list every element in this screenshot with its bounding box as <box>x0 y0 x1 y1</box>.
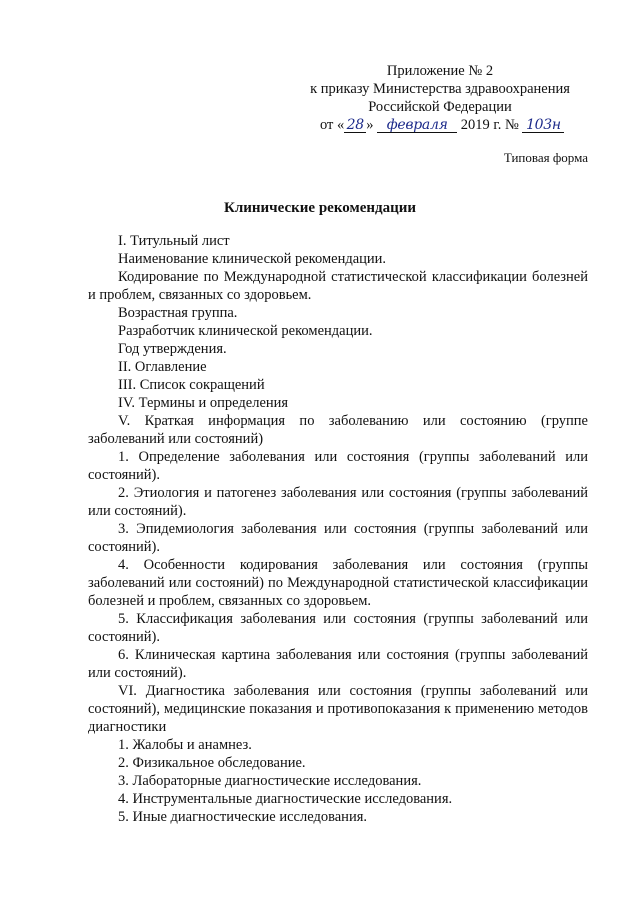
order-date-line <box>290 116 590 134</box>
order-month-handwritten: февраля <box>386 117 448 133</box>
order-month-field <box>377 118 457 133</box>
order-day-handwritten: 28 <box>346 117 364 133</box>
item-clinical-picture: 6. Клиническая картина заболевания или состояния (группы заболеваний или состояний). <box>88 647 588 681</box>
appendix-number: Приложение № 2 <box>386 63 494 79</box>
order-year: 2019 г. № <box>460 117 519 133</box>
order-reference: к приказу Министерства здравоохранения <box>310 81 570 97</box>
section-diagnostics: VI. Диагностика заболевания или состояния (группы заболеваний или состояний), медицинские показания и противопоказания к применению методов диагностики <box>88 683 588 735</box>
typical-form-label: Типовая форма <box>503 150 588 165</box>
section-brief-info: V. Краткая информация по заболеванию или состоянию (группе заболеваний или состояний) <box>88 413 588 447</box>
document-contents <box>88 232 588 826</box>
item-icd-coding: Кодирование по Международной статистической классификации болезней и проблем, связанных со здоровьем. <box>88 269 588 303</box>
order-date-mid: » <box>366 117 374 133</box>
country-name: Российской Федерации <box>368 99 512 115</box>
item-recommendation-name: Наименование клинической рекомендации. <box>118 251 387 267</box>
section-title-page: I. Титульный лист <box>118 233 230 249</box>
order-number-field <box>522 118 564 133</box>
section-contents: II. Оглавление <box>118 359 207 375</box>
item-definition: 1. Определение заболевания или состояния (группы заболеваний или состояний). <box>88 449 588 483</box>
item-epidemiology: 3. Эпидемиология заболевания или состояния (группы заболеваний или состояний). <box>88 521 588 555</box>
item-instrumental-tests: 4. Инструментальные диагностические исследования. <box>118 791 453 807</box>
section-terms: IV. Термины и определения <box>118 395 289 411</box>
item-developer: Разработчик клинической рекомендации. <box>118 323 373 339</box>
item-other-tests: 5. Иные диагностические исследования. <box>118 809 367 825</box>
item-physical-exam: 2. Физикальное обследование. <box>118 755 306 771</box>
item-complaints: 1. Жалобы и анамнез. <box>118 737 252 753</box>
item-etiology: 2. Этиология и патогенез заболевания или состояния (группы заболеваний или состояний). <box>88 485 588 519</box>
section-abbreviations: III. Список сокращений <box>118 377 265 393</box>
order-date-prefix: от « <box>320 117 345 133</box>
order-number-handwritten: 103н <box>526 117 561 133</box>
order-day-field <box>344 118 366 133</box>
approval-block <box>290 62 590 134</box>
item-age-group: Возрастная группа. <box>118 305 238 321</box>
item-lab-tests: 3. Лабораторные диагностические исследования. <box>118 773 422 789</box>
item-approval-year: Год утверждения. <box>118 341 227 357</box>
item-classification: 5. Классификация заболевания или состояния (группы заболеваний или состояний). <box>88 611 588 645</box>
item-coding-features: 4. Особенности кодирования заболевания или состояния (группы заболеваний или состояний) по Международной статистической классификации болезней и проблем, связанных со здоровьем. <box>88 557 588 609</box>
document-title: Клинические рекомендации <box>223 200 417 216</box>
